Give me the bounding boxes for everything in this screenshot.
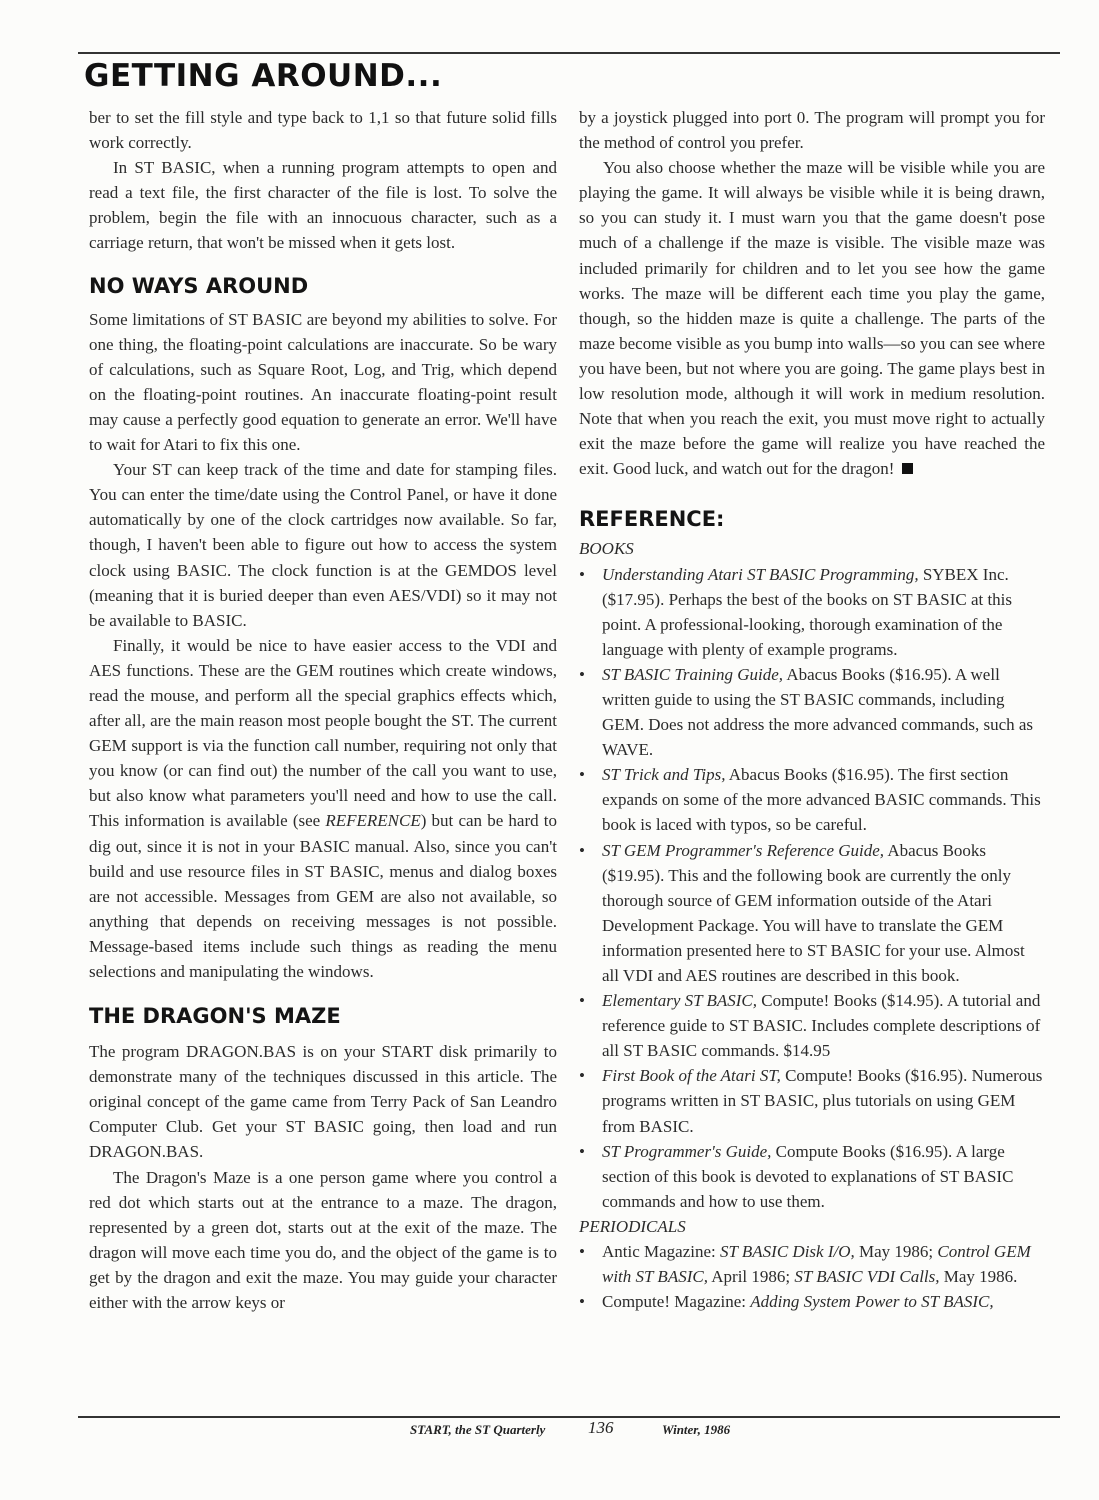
issue-date: May 1986. <box>939 1267 1018 1287</box>
subheading-books: BOOKS <box>579 539 634 559</box>
section-heading-reference: REFERENCE: <box>579 507 725 532</box>
top-rule <box>78 52 1060 54</box>
book-title: First Book of the Atari ST, <box>602 1066 781 1086</box>
book-title: ST BASIC Training Guide, <box>602 664 784 684</box>
list-item <box>579 838 1045 989</box>
paragraph: The program DRAGON.BAS is on your START disk primarily to demonstrate many of the techniques discussed in this article. The original concept of the game came from Terry Pack of San Leandro Computer Club. Get your ST BASIC going, then load and run DRAGON.BAS. <box>89 1042 557 1162</box>
end-of-article-mark <box>902 463 913 474</box>
paragraph-text: Finally, it would be nice to have easier access to the VDI and AES functions. These are the GEM routines which create windows, read the mouse, and perform all the special graphics effects which, after all, are the main reason most people bought the ST. The current GEM support is via the function call number, requiring not only that you know (or can find out) the number of the call you want to use, but also know what parameters you'll need and how to use the call. This information is available (see <box>89 635 557 831</box>
article-title: ST BASIC Disk I/O, <box>720 1242 855 1262</box>
book-description: Abacus Books ($16.95). The first section expands on some of the more advanced BASIC commands. This book is laced with typos, so be careful. <box>602 765 1041 835</box>
paragraph <box>579 155 1045 481</box>
book-description: SYBEX Inc. ($17.95). Perhaps the best of the books on ST BASIC at this point. A professional-looking, thorough examination of the language with plenty of example programs. <box>602 564 1013 659</box>
section-heading-no-ways-around: NO WAYS AROUND <box>89 273 309 298</box>
section-heading-dragons-maze: THE DRAGON'S MAZE <box>89 1004 341 1029</box>
book-description: Compute Books ($16.95). A large section of this book is devoted to explanations of ST BASIC commands and how to use them. <box>602 1141 1014 1211</box>
list-item <box>579 762 1045 837</box>
books-list <box>579 562 1045 1214</box>
paragraph-text: You also choose whether the maze will be visible while you are playing the game. It will always be visible while it is being drawn, so you can study it. I must warn you that the game doesn't pose much of a challenge if the maze is visible. The visible maze was included primarily for children and to let you see how the game works. The maze will be different each time you play the game, though, so the hidden maze is quite a challenge. The parts of the maze become visible as you bump into walls—so you can see where you have been, but not where you are going. The game plays best in low resolution mode, although it will work in medium resolution. Note that when you reach the exit, you must move right to actually exit the maze before the game will realize you have reached the exit. Good luck, and watch out for the dragon! <box>579 158 1045 479</box>
page-title: GETTING AROUND... <box>84 58 443 94</box>
list-item <box>579 1139 1045 1214</box>
paragraph: ber to set the fill style and type back to 1,1 so that future solid fills work correctly. <box>89 108 557 153</box>
paragraph: by a joystick plugged into port 0. The program will prompt you for the method of control you prefer. <box>579 108 1045 153</box>
article-title: ST BASIC VDI Calls, <box>794 1267 940 1287</box>
reference-mention: REFERENCE <box>325 811 421 831</box>
issue-date: May 1986; <box>854 1242 938 1262</box>
list-item <box>579 562 1045 662</box>
book-title: Understanding Atari ST BASIC Programming, <box>602 564 919 584</box>
periodical-name: Compute! Magazine: <box>602 1292 751 1312</box>
footer-magazine: START, the ST Quarterly <box>410 1422 546 1437</box>
paragraph: Some limitations of ST BASIC are beyond my abilities to solve. For one thing, the floating-point calculations are inaccurate. So be wary of calculations, such as Square Root, Log, and Trig, which depend on the floating-point routines. An inaccurate floating-point result may cause a perfectly good equation to generate an error. We'll have to wait for Atari to fix this one. <box>89 309 557 455</box>
paragraph-text: ) but can be hard to dig out, since it is not in your BASIC manual. Also, since you can't build and use resource files in ST BASIC, menus and dialog boxes are not accessible. Messages from GEM are also not available, so anything that depends on receiving messages is not possible. Message-based items include such things as reading the menu selections and manipulating the windows. <box>89 811 557 981</box>
article-title: Control GEM with ST BASIC, <box>602 1242 1031 1287</box>
paragraph: In ST BASIC, when a running program attempts to open and read a text file, the first character of the file is lost. To solve the problem, begin the file with an innocuous character, such as a carriage return, that won't be missed when it gets lost. <box>89 158 557 253</box>
left-column <box>89 105 557 1315</box>
issue-date: April 1986; <box>707 1267 795 1287</box>
paragraph: The Dragon's Maze is a one person game where you control a red dot which starts out at the entrance to a maze. The dragon, represented by a green dot, starts out at the exit of the maze. The dragon will move each time you do, and the object of the game is to get by the dragon and exit the maze. You may guide your character either with the arrow keys or <box>89 1167 557 1313</box>
book-title: Elementary ST BASIC, <box>602 991 758 1011</box>
paragraph: Your ST can keep track of the time and date for stamping files. You can enter the time/date using the Control Panel, or have it done automatically by one of the clock cartridges now available. So far, though, I haven't been able to figure out how to access the system clock using BASIC. The clock function is at the GEMDOS level (meaning that it is buried deeper than even AES/VDI) so it may not be available to BASIC. <box>89 460 557 630</box>
right-column <box>579 105 1045 1314</box>
footer-date: Winter, 1986 <box>662 1422 731 1437</box>
article-title: Adding System Power to ST BASIC, <box>750 1292 994 1312</box>
book-title: ST GEM Programmer's Reference Guide, <box>602 840 885 860</box>
list-item <box>579 988 1045 1063</box>
periodical-name: Antic Magazine: <box>602 1242 721 1262</box>
subheading-periodicals: PERIODICALS <box>579 1216 686 1236</box>
list-item <box>579 1239 1045 1289</box>
book-title: ST Programmer's Guide, <box>602 1141 772 1161</box>
bottom-rule <box>78 1416 1060 1418</box>
list-item <box>579 1063 1045 1138</box>
book-description: Abacus Books ($16.95). A well written guide to using the ST BASIC commands, including GEM. Does not address the more advanced commands, such as WAVE. <box>602 664 1034 760</box>
list-item <box>579 1289 1045 1314</box>
book-description: Abacus Books ($19.95). This and the following book are currently the only thorough source of GEM information outside of the Atari Development Package. You will have to translate the GEM information presented here to ST BASIC for your use. Almost all VDI and AES routines are described in this book. <box>602 840 1025 985</box>
paragraph <box>89 633 557 984</box>
book-description: Compute! Books ($14.95). A tutorial and reference guide to ST BASIC. Includes complete descriptions of all ST BASIC commands. $14.95 <box>602 991 1041 1061</box>
page-number: 136 <box>588 1418 614 1437</box>
list-item <box>579 662 1045 762</box>
periodicals-list <box>579 1239 1045 1314</box>
book-title: ST Trick and Tips, <box>602 765 726 785</box>
book-description: Compute! Books ($16.95). Numerous programs written in ST BASIC, plus tutorials on using GEM from BASIC. <box>602 1066 1043 1136</box>
